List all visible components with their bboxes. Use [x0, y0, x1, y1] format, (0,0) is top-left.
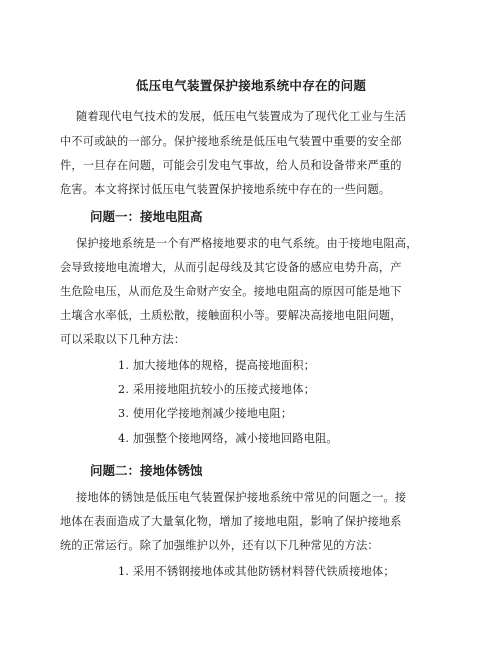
intro-line-3: 件，一旦存在问题，可能会引发电气事故，给人员和设备带来严重的	[60, 159, 402, 172]
document-title: 低压电气装置保护接地系统中存在的问题	[135, 78, 367, 93]
section1-list-item: 3. 使用化学接地剂减少接地电阻；	[118, 407, 293, 420]
section1-list-item: 4. 加强整个接地网络，减小接地回路电阻。	[118, 432, 338, 445]
section1-line-2: 会导致接地电流增大，从而引起母线及其它设备的感应电势升高，产	[60, 261, 402, 274]
section2-list-item: 1. 采用不锈钢接地体或其他防锈材料替代铁质接地体；	[118, 565, 395, 578]
intro-line-2: 中不可或缺的一部分。保护接地系统是低压电气装置中重要的安全部	[60, 135, 402, 148]
section1-heading: 问题一：接地电阻高	[90, 209, 203, 224]
section1-line-1: 保护接地系统是一个有严格接地要求的电气系统。由于接地电阻高，	[76, 237, 418, 250]
section1-line-5: 可以采取以下几种方法：	[60, 333, 186, 346]
section2-line-3: 统的正常运行。除了加强维护以外，还有以下几种常见的方法：	[60, 539, 379, 552]
intro-line-1: 随着现代电气技术的发展，低压电气装置成为了现代化工业与生活	[76, 110, 407, 123]
section1-line-3: 生危险电压，从而危及生命财产安全。接地电阻高的原因可能是地下	[60, 285, 402, 298]
section1-line-4: 土壤含水率低，土质松散，接触面积小等。要解决高接地电阻问题，	[60, 309, 402, 322]
section1-list-item: 1. 加大接地体的规格，提高接地面积；	[118, 359, 316, 372]
section2-heading: 问题二：接地体锈蚀	[90, 463, 203, 478]
intro-line-4: 危害。本文将探讨低压电气装置保护接地系统中存在的一些问题。	[60, 183, 391, 196]
section1-list-item: 2. 采用接地阻抗较小的压接式接地体；	[118, 383, 316, 396]
section2-line-1: 接地体的锈蚀是低压电气装置保护接地系统中常见的问题之一。接	[76, 491, 407, 504]
section2-line-2: 地体在表面造成了大量氧化物，增加了接地电阻，影响了保护接地系	[60, 515, 402, 528]
